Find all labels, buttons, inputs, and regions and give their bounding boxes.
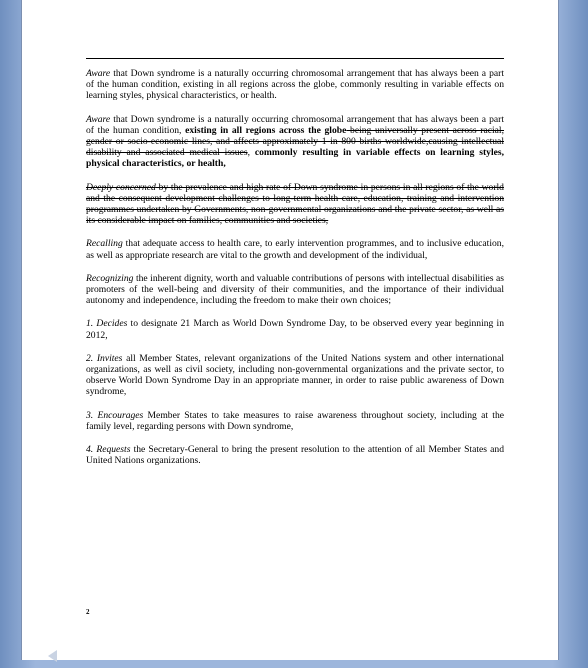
paragraph-5 bbox=[86, 273, 504, 307]
text-segment: 1. bbox=[86, 318, 97, 330]
text-segment: 3. bbox=[86, 409, 98, 421]
paragraph-6 bbox=[86, 318, 504, 340]
paragraph-1 bbox=[86, 68, 504, 102]
text-segment: Decides bbox=[96, 318, 128, 330]
text-segment: that Down syndrome is a naturally occurring chromosomal arrangement that has always been a part of the human condition, existing in all regions across the globe, commonly resulting in variable effects on learning styles, physical characteristics, or health. bbox=[86, 68, 504, 102]
paragraph-8 bbox=[86, 410, 504, 432]
text-segment: Recognizing bbox=[86, 272, 134, 284]
text-segment: by the prevalence and high rate of Down syndrome in persons in all regions of the world and the consequent development challenges to long-term health care, education, training and intervention programmes undertaken by Governments, non-governmental organizations and the private sector, as well as its considerable impact on families, communities and societies, bbox=[86, 181, 504, 227]
text-segment: Requests bbox=[96, 444, 131, 456]
text-segment: the Secretary-General to bring the present resolution to the attention of all Member States and United Nations organizations. bbox=[86, 444, 504, 467]
text-segment: 4. bbox=[86, 444, 97, 456]
document-page bbox=[22, 0, 558, 660]
left-arrow-icon[interactable] bbox=[48, 650, 57, 662]
text-segment: Deeply concerned bbox=[86, 181, 156, 193]
header-rule bbox=[86, 58, 504, 59]
page-number: 2 bbox=[86, 608, 90, 616]
text-segment: that adequate access to health care, to early intervention programmes, and to inclusive education, as well as appropriate research are vital to the growth and development of the individual, bbox=[86, 238, 504, 261]
document-body bbox=[86, 68, 504, 478]
text-segment: Invites bbox=[96, 352, 123, 364]
text-segment: commonly resulting in variable effects on learning styles, physical characteristics, or health, bbox=[86, 147, 505, 170]
text-segment: to designate 21 March as World Down Syndrome Day, to be observed every year beginning in 2012, bbox=[86, 318, 504, 341]
text-segment: Encourages bbox=[97, 409, 144, 421]
text-segment: all Member States, relevant organizations of the United Nations system and other international organizations, as well as civil society, including non-governmental organizations and the private sector, to observe World Down Syndrome Day in an appropriate manner, in order to raise public awareness of Down syndrome, bbox=[86, 352, 504, 398]
text-segment: that Down syndrome is a naturally occurring chromosomal arrangement that has always been a part of the human condition, bbox=[86, 113, 504, 136]
text-segment: Aware bbox=[86, 113, 111, 125]
text-segment: existing in all regions across the globe bbox=[185, 124, 347, 136]
text-segment: being universally present across racial, gender or socio-economic lines, and affects approximately 1 in 800 births worldwide,causing intellectual disability and associated medical issues bbox=[86, 124, 504, 159]
paragraph-2 bbox=[86, 114, 504, 170]
text-segment: , bbox=[247, 147, 255, 159]
text-segment: Recalling bbox=[86, 238, 123, 250]
text-segment: Member States to take measures to raise awareness throughout society, including at the family level, regarding persons with Down syndrome, bbox=[86, 409, 504, 432]
text-segment: the inherent dignity, worth and valuable contributions of persons with intellectual disabilities as promoters of the well-being and diversity of their communities, and the importance of their individual autonomy and independence, including the freedom to make their own choices; bbox=[86, 272, 504, 307]
paragraph-4 bbox=[86, 238, 504, 260]
paragraph-9 bbox=[86, 444, 504, 466]
paragraph-7 bbox=[86, 353, 504, 398]
text-segment: Aware bbox=[86, 68, 111, 79]
paragraph-3 bbox=[86, 182, 504, 227]
text-segment: 2. bbox=[86, 352, 97, 364]
